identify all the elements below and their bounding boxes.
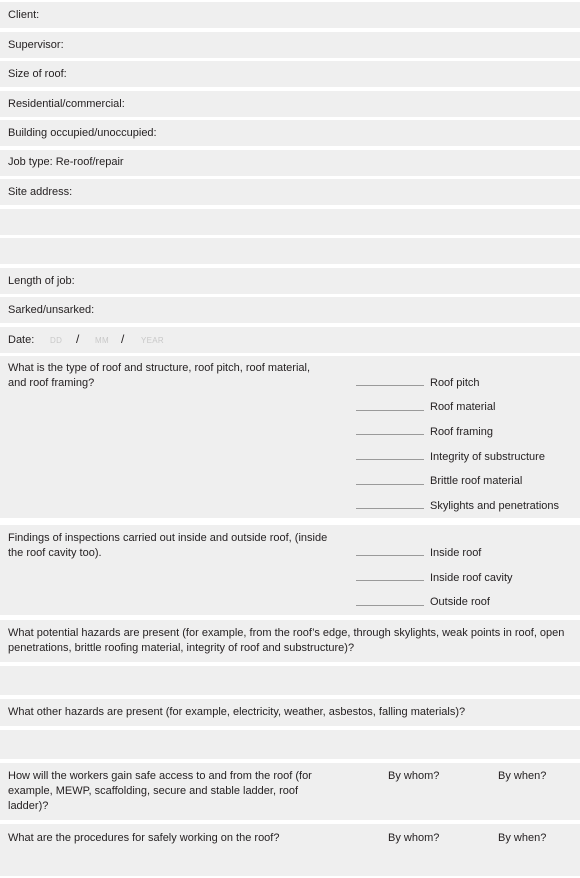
inspections-answer-line[interactable] bbox=[356, 555, 424, 556]
inspections-answer-line[interactable] bbox=[356, 580, 424, 581]
brittle-roof-material-option: Brittle roof material bbox=[430, 475, 523, 487]
other-hazards-answer[interactable] bbox=[0, 730, 580, 759]
supervisor-row[interactable] bbox=[0, 32, 580, 58]
length-of-job-label: Length of job: bbox=[8, 275, 75, 287]
inspections-question: Findings of inspections carried out inside and outside roof, (inside the roof cavity too). bbox=[8, 532, 328, 559]
safe-access-by-whom: By whom? bbox=[388, 770, 440, 782]
length-of-job-row[interactable] bbox=[0, 268, 580, 294]
potential-hazards-section bbox=[0, 620, 580, 662]
procedures-section bbox=[0, 824, 580, 876]
roof-structure-answer-line[interactable] bbox=[356, 434, 424, 435]
residential-commercial-row[interactable] bbox=[0, 91, 580, 117]
size-of-roof-row[interactable] bbox=[0, 61, 580, 87]
site-address-row[interactable] bbox=[0, 179, 580, 205]
inspections-section bbox=[0, 525, 580, 615]
date-separator: / bbox=[121, 332, 125, 346]
other-hazards-section bbox=[0, 699, 580, 726]
safe-access-by-when: By when? bbox=[498, 770, 547, 782]
procedures-question: What are the procedures for safely working on the roof? bbox=[8, 832, 280, 844]
client-row[interactable] bbox=[0, 2, 580, 28]
date-label: Date: bbox=[8, 334, 35, 346]
skylights-penetrations-option: Skylights and penetrations bbox=[430, 500, 560, 512]
job-type-label: Job type: Re-roof/repair bbox=[8, 156, 124, 168]
roof-structure-question: What is the type of roof and structure, roof pitch, roof material, and roof framing? bbox=[8, 362, 311, 389]
integrity-substructure-option: Integrity of substructure bbox=[430, 451, 545, 463]
sarked-row[interactable] bbox=[0, 297, 580, 323]
building-occupied-row[interactable] bbox=[0, 120, 580, 146]
job-type-row[interactable] bbox=[0, 150, 580, 176]
site-address-line-3[interactable] bbox=[0, 238, 580, 264]
client-label: Client: bbox=[8, 9, 40, 21]
procedures-by-whom: By whom? bbox=[388, 832, 440, 844]
date-row bbox=[0, 327, 580, 353]
roof-material-option: Roof material bbox=[430, 401, 496, 413]
date-year-field[interactable]: YEAR bbox=[141, 336, 164, 345]
safe-access-question: How will the workers gain safe access to and from the roof (for example, MEWP, scaffolding, secure and stable ladder, roof ladder)? bbox=[8, 770, 312, 812]
building-occupied-label: Building occupied/unoccupied: bbox=[8, 127, 157, 139]
roof-framing-option: Roof framing bbox=[430, 426, 493, 438]
size-of-roof-label: Size of roof: bbox=[8, 68, 67, 80]
potential-hazards-answer[interactable] bbox=[0, 666, 580, 695]
roof-structure-section bbox=[0, 356, 580, 518]
supervisor-label: Supervisor: bbox=[8, 39, 64, 51]
inspections-answer-line[interactable] bbox=[356, 605, 424, 606]
roof-structure-answer-line[interactable] bbox=[356, 484, 424, 485]
site-address-line-2[interactable] bbox=[0, 209, 580, 235]
roof-structure-answer-line[interactable] bbox=[356, 508, 424, 509]
roof-structure-answer-line[interactable] bbox=[356, 410, 424, 411]
roof-structure-answer-line[interactable] bbox=[356, 385, 424, 386]
site-address-label: Site address: bbox=[8, 186, 73, 198]
procedures-by-when: By when? bbox=[498, 832, 547, 844]
potential-hazards-question: What potential hazards are present (for example, from the roof’s edge, through skylights, weak points in roof, open penetrations, brittle roofing material, integrity of roof and substructure)? bbox=[8, 627, 565, 654]
date-separator: / bbox=[76, 332, 80, 346]
roof-pitch-option: Roof pitch bbox=[430, 377, 480, 389]
roof-structure-answer-line[interactable] bbox=[356, 459, 424, 460]
date-month-field[interactable]: MM bbox=[95, 336, 109, 345]
sarked-label: Sarked/unsarked: bbox=[8, 304, 95, 316]
outside-roof-option: Outside roof bbox=[430, 596, 490, 608]
residential-commercial-label: Residential/commercial: bbox=[8, 98, 125, 110]
safe-access-section bbox=[0, 763, 580, 820]
inside-roof-option: Inside roof bbox=[430, 547, 482, 559]
inside-roof-cavity-option: Inside roof cavity bbox=[430, 572, 513, 584]
date-day-field[interactable]: DD bbox=[50, 336, 63, 345]
other-hazards-question: What other hazards are present (for example, electricity, weather, asbestos, falling materials)? bbox=[8, 706, 466, 718]
